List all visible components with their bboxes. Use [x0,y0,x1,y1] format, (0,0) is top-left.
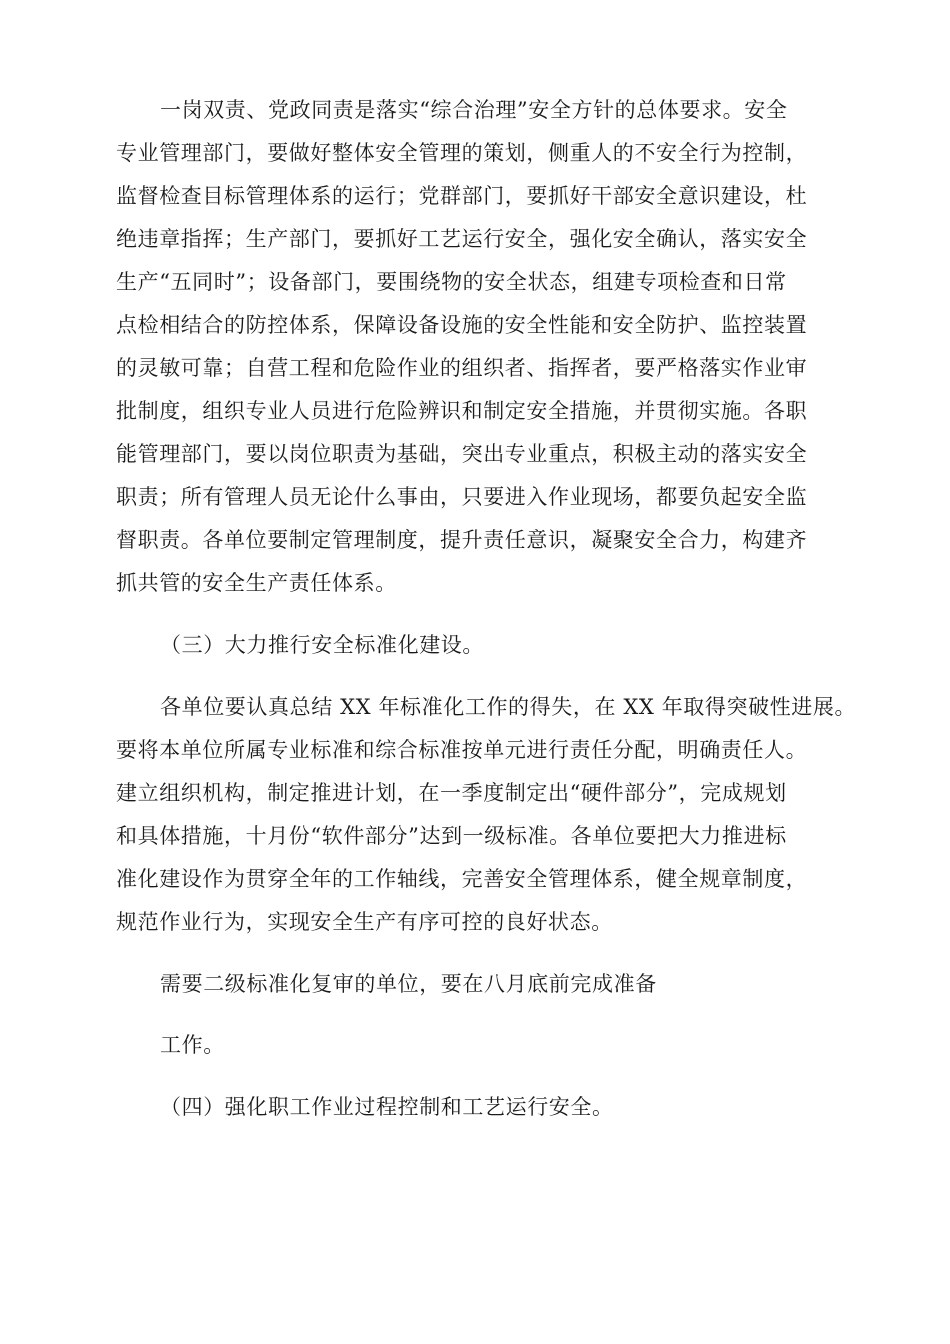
text-line: 监督检查目标管理体系的运行；党群部门，要抓好干部安全意识建设，杜 [116,184,808,208]
text-line: 准化建设作为贯穿全年的工作轴线，完善安全管理体系，健全规章制度， [116,867,808,891]
section-heading-4: （四）强化职工作业过程控制和工艺运行安全。 [160,1095,614,1119]
text-line: 工作。 [160,1033,225,1057]
text-line: 绝违章指挥；生产部门，要抓好工艺运行安全，强化安全确认，落实安全 [116,227,808,251]
text-line: 规范作业行为，实现安全生产有序可控的良好状态。 [116,910,613,934]
section-heading-3: （三）大力推行安全标准化建设。 [160,633,484,657]
text-line: 职责；所有管理人员无论什么事由，只要进入作业现场，都要负起安全监 [116,485,808,509]
text-line: 一岗双责、党政同责是落实“综合治理”安全方针的总体要求。安全 [160,98,788,122]
text-line: 的灵敏可靠；自营工程和危险作业的组织者、指挥者，要严格落实作业审 [116,356,808,380]
text-line: 能管理部门，要以岗位职责为基础，突出专业重点，积极主动的落实安全 [116,442,808,466]
text-line: 批制度，组织专业人员进行危险辨识和制定安全措施，并贯彻实施。各职 [116,399,808,423]
text-line: 建立组织机构，制定推进计划，在一季度制定出“硬件部分”，完成规划 [116,781,787,805]
text-line: 和具体措施，十月份“软件部分”达到一级标准。各单位要把大力推进标 [116,824,787,848]
text-line: 督职责。各单位要制定管理制度，提升责任意识，凝聚安全合力，构建齐 [116,528,808,552]
text-line: 专业管理部门，要做好整体安全管理的策划，侧重人的不安全行为控制， [116,141,808,165]
text-line: 要将本单位所属专业标准和综合标准按单元进行责任分配，明确责任人。 [116,738,808,762]
text-line: 生产“五同时”；设备部门，要围绕物的安全状态，组建专项检查和日常 [116,270,787,294]
text-line: 抓共管的安全生产责任体系。 [116,571,397,595]
text-line: 需要二级标准化复审的单位，要在八月底前完成准备 [160,972,657,996]
text-line: 各单位要认真总结 XX 年标准化工作的得失，在 XX 年取得突破性进展。 [160,695,857,719]
text-line: 点检相结合的防控体系，保障设备设施的安全性能和安全防护、监控装置 [116,313,808,337]
